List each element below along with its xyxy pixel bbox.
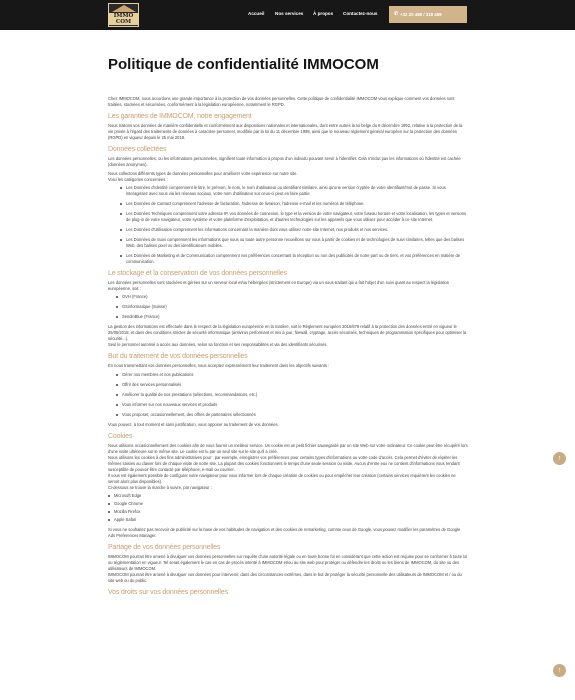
arrow-up-icon: ↑ [557,667,562,674]
list-item: Vous proposer, occasionnellement, des offres de partenaires sélectionnés [116,412,468,418]
scroll-to-top-button[interactable] [553,664,566,677]
intro-paragraph: Chez IMMOCOM, nous accordons une grande importance à la protection de vos données personnelles. Cette politique de confidentialité IMMOCOM vous explique comment vos données sont traitées, stockées et sécurisées, conformément à la législation européenne, notamment le RGPD. [108,96,455,107]
heading-guarantees: Les garanties de IMMOCOM, notre engagement [108,113,252,120]
cookies-p5: Si vous ne souhaitez pas recevoir de publicité sur la base de vos habitudes de navigation et des cookies de remarketing, comme ceux de Google, vous pouvez modifier les paramètres de Google Ads Preferences Manager. [108,527,461,538]
nav-contactez-nous[interactable]: Contactez-nous [343,11,378,16]
browser-list [108,493,468,523]
heading-collected: Données collectées [108,146,167,153]
hosts-list [108,294,468,320]
collected-p2: Nous collectons différents types de données personnelles pour améliorer votre expérience sur notre site. [108,171,298,176]
sharing-p1: IMMOCOM pourrait être amené à divulguer vos données personnelles sur requête d'une autorité légale ou en toute bonne foi en considérant que cette action est requise pour se conformer à toute loi ou réglementation en vigueur. Tel serait également le cas en cas de procès intenté à IMMOCOM et/ou au site web pour protéger ou défendre les droits ou les biens de IMMOCOM, du site ou des utilisateurs de IMMOCOM. [108,554,468,571]
list-item: Offrir des services personnalisés [116,382,468,388]
cookies-p1: Nous utilisons occasionnellement des cookies afin de vous fournir un meilleur service. Un cookie est un petit fichier sauvegardé par un site Web sur votre ordinateur. Ce cookie peut être récupéré lors d'une visite ultérieure sur le même site. Le cookie est lu par un seul site sur le site qu'il a créé. [108,443,468,454]
list-item: OVH (France) [116,294,468,300]
list-item: Gérer nos membres et nos publications [116,372,468,378]
guarantees-text: Nous traitons vos données de manière confidentielle et conformément aux dispositions nationales et internationales, dont entre autres la loi belge du 8 décembre 1992, relative à la protection de la vie privée à l'égard des traitements de données à caractère personnel, modifiée par la loi du 11 décembre 1998, ainsi que le nouveau règlement général européen sur la protection des données (RGPD) en vigueur depuis le 25 mai 2018. [108,123,463,140]
browser-link[interactable]: Microsoft Edge [108,493,468,499]
browser-link[interactable]: Mozilla Firefox [108,509,468,515]
data-categories-list [108,185,468,265]
phone-button[interactable] [389,6,467,23]
heading-rights: Vos droits sur vos données personnelles [108,589,228,596]
storage-p2: La gestion des informations est effectuée dans le respect de la législation européenne en la matière, soit le Règlement européen 2016/679 relatif à la protection des données entré en vigueur le 25/05/2018, et dans des conditions strictes de sécurité informatique (antivirus performant et mis à jour, firewall, cryptage, accès sécurisés, techniques de programmation spécifiques pour optimiser la sécurité...). [108,324,467,341]
cookies-p2: Nous utilisons les cookies à des fins administratives pour : par exemple, enregistrer vos préférences pour certains types d'informations ou votre code d'accès. Cela permet d'éviter de répéter les mêmes saisies au clavier lors de chaque visite de notre site. La plupart des cookies fonctionnent le temps d'une seule session ou visite. Aucun d'entre eux ne contient d'informations vous rendant susceptible de pouvoir être contacté par téléphone, e-mail ou courrier. [108,455,460,472]
logo-word-1: IMMO [109,13,138,19]
list-item: Les Données Techniques comprennent votre adresse IP, vos données de connexion, le type et la version de votre navigateur, votre fuseau horaire et votre localisation, les types et versions de plug-in de votre navigateur, votre système et votre plateforme d'exploitation, et d'autres technologies sur les appareils que vous utilisez pour accéder à ce site Internet. [120,211,468,223]
nav-nos-services[interactable]: Nos services [275,11,304,16]
phone-icon: ✆ [394,11,399,17]
purpose-intro: En nous transmettant vos données personnelles, vous acceptez expressément leur traitement dans les objectifs suivants : [108,363,330,368]
heading-cookies: Cookies [108,433,133,440]
scroll-to-top-button[interactable] [553,452,566,465]
browser-link[interactable]: Apple Safari [108,517,468,523]
list-item: Les Données d'Identité comprennent le titre, le prénom, le nom, le nom d'utilisateur ou identifiant similaire, ainsi qu'une version cryptée de votre identifiant/mot de passe. Si vous interagissez avec nous via les réseaux sociaux, votre nom d'utilisateur sur ceux-ci peut en faire partie. [120,185,468,197]
house-roof-icon [112,5,136,12]
list-item: Vous informer sur nos nouveaux services et produits [116,402,468,408]
list-item: Les Données de Marketing et de Communication comprennent vos préférences concernant la réception ou non des publicités de notre part ou de tiers, et vos préférences en matière de communication. [120,253,468,265]
cookies-p4: Ci-dessous se trouve la marche à suivre, par navigateur : [108,485,212,490]
page-title: Politique de confidentialité IMMOCOM [108,56,379,73]
purpose-list [108,372,468,418]
nav-accueil[interactable]: Accueil [248,11,265,16]
logo-word-2: COM [109,19,138,25]
list-item: Les Données de Suivi comprennent les informations que nous ou toute autre personne recueillons sur vous à partir de cookies et de technologies de suivi similaires, telles que des balises Web, des balises pixel ou des identificateurs mobiles. [120,237,468,249]
collected-p1: Les données personnelles, ou les informations personnelles, signifient toute information à propos d'un individu pouvant servir à l'identifier. Cela n'inclut pas les informations où l'identité est cachée (données anonymes). [108,156,461,167]
cookies-p3: Il vous est également possible de configurer votre navigateur pour vous informer lors de chaque création de cookies ou pour empêcher leur création (certains services requièrent les cookies ne seront alors plus disponibles). [108,473,456,484]
phone-number: +32 20 488 / 318 469 [400,12,442,17]
policy-content [108,96,468,599]
heading-sharing: Partage de vos données personnelles [108,544,221,551]
browser-link[interactable]: Google Chrome [108,501,468,507]
nav-a-propos[interactable]: À propos [313,11,334,16]
collected-p3: Voici les catégories concernées : [108,177,168,182]
list-item: SendinBlue (France) [116,314,468,320]
storage-p3: Seul le personnel autorisé a accès aux données, selon sa fonction et ses responsabilités et via des identifiants sécurisés. [108,342,328,347]
list-item: Les Données d'Utilisation comprennent les informations concernant la manière dont vous utilisez notre site Internet, nos produits et nos services. [120,227,468,233]
list-item: GSinformatique (Suisse) [116,304,468,310]
sharing-p2: IMMOCOM pourrait être amené à divulguer vos données pour intervenir, dans des circonstances extrêmes, dans le but de protéger la sécurité personnelle des utilisateurs de IMMOCOM et / ou du site web ou du public. [108,572,462,583]
heading-purpose: But du traitement de vos données personnelles [108,353,248,360]
arrow-up-icon: ↑ [557,455,562,462]
immocom-logo[interactable] [108,3,139,27]
list-item: Améliorer la qualité de nos prestations (sélections, recommandations, etc.) [116,392,468,398]
purpose-outro: Vous pouvez, à tout moment et sans justification, vous opposer au traitement de vos données. [108,422,279,427]
list-item: Les Données de Contact comprennent l'adresse de facturation, l'adresse de livraison, l'adresse e-mail et les numéros de téléphone. [120,201,468,207]
site-header [0,0,575,30]
heading-storage: Le stockage et la conservation de vos données personnelles [108,270,287,277]
storage-p1: Les données personnelles sont stockées et gérées sur un serveur local et/ou hébergées (strictement en Europe) via un sous-traitant qui a fait l'objet d'un suivi quant au respect la législation européenne, soit : [108,280,450,291]
